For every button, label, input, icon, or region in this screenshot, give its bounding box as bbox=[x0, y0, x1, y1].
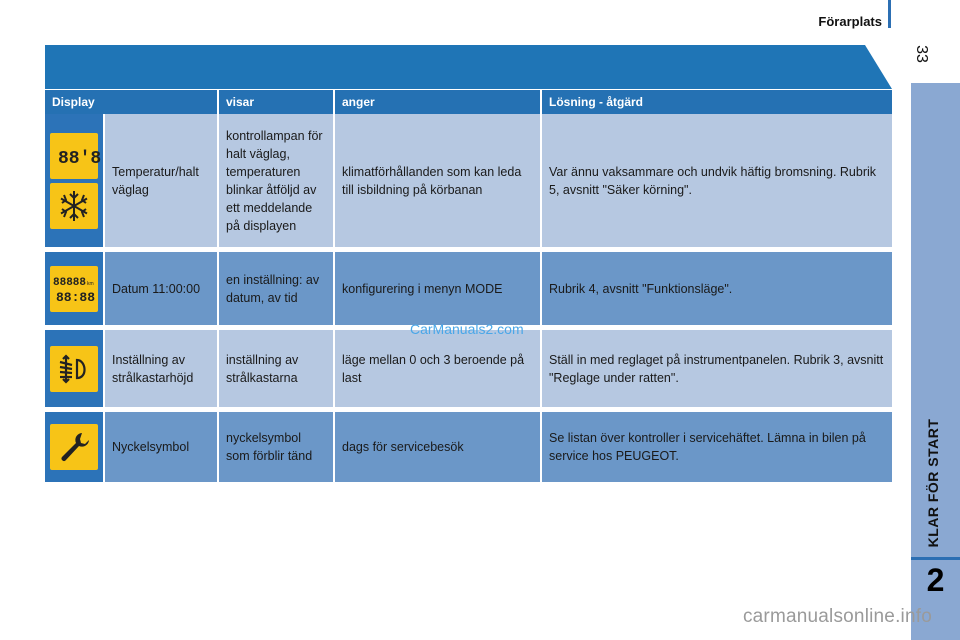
losning-cell: Var ännu vaksammare och undvik häftig bromsning. Rubrik 5, avsnitt "Säker körning". bbox=[542, 114, 892, 252]
header-rule bbox=[888, 0, 891, 28]
icon-cell bbox=[45, 114, 105, 252]
icon-cell bbox=[45, 330, 105, 412]
table-row bbox=[45, 330, 892, 412]
column-header-visar: visar bbox=[219, 90, 335, 114]
chapter-number: 2 bbox=[926, 562, 945, 598]
date-time-display-icon bbox=[50, 266, 98, 312]
display-cell: Datum 11:00:00 bbox=[105, 252, 219, 330]
visar-cell: kontrollampan för halt väglag, temperaturen blinkar åtföljd av ett meddelande på displayen bbox=[219, 114, 335, 252]
display-cell: Temperatur/halt väglag bbox=[105, 114, 219, 252]
section-title: Förarplats bbox=[818, 14, 882, 29]
page-number-text: 33 bbox=[913, 45, 930, 63]
icon-cell bbox=[45, 252, 105, 330]
headlamp-adjust-icon bbox=[50, 346, 98, 392]
visar-cell: nyckelsymbol som förblir tänd bbox=[219, 412, 335, 487]
temperature-display-icon bbox=[50, 133, 102, 179]
column-header-anger: anger bbox=[335, 90, 542, 114]
page-number bbox=[906, 44, 936, 64]
table-banner bbox=[45, 45, 892, 89]
display-messages-table bbox=[45, 90, 892, 487]
wrench-icon bbox=[50, 424, 98, 470]
column-header-losning: Lösning - åtgärd bbox=[542, 90, 892, 114]
anger-cell: dags för servicebesök bbox=[335, 412, 542, 487]
snowflake-icon bbox=[50, 183, 98, 229]
column-header-display: Display bbox=[45, 90, 219, 114]
table-row bbox=[45, 252, 892, 330]
table-row bbox=[45, 412, 892, 487]
anger-cell: klimatförhållanden som kan leda till isbildning på körbanan bbox=[335, 114, 542, 252]
watermark-carmanuals2: CarManuals2.com bbox=[410, 321, 524, 337]
table-row bbox=[45, 114, 892, 252]
table-header-row bbox=[45, 90, 892, 114]
chapter-title bbox=[914, 408, 952, 558]
svg-text:88888: 88888 bbox=[53, 276, 87, 289]
icon-cell bbox=[45, 412, 105, 487]
visar-cell: inställning av strålkastarna bbox=[219, 330, 335, 412]
display-cell: Inställning av strålkastarhöjd bbox=[105, 330, 219, 412]
svg-text:88'8: 88'8 bbox=[58, 148, 102, 169]
watermark-carmanualsonline: carmanualsonline.info bbox=[742, 606, 932, 627]
chapter-title-text: KLAR FÖR START bbox=[925, 418, 941, 548]
losning-cell: Rubrik 4, avsnitt "Funktionsläge". bbox=[542, 252, 892, 330]
svg-text:88:88: 88:88 bbox=[56, 289, 96, 305]
losning-cell: Se listan över kontroller i servicehäftet. Lämna in bilen på service hos PEUGEOT. bbox=[542, 412, 892, 487]
display-cell: Nyckelsymbol bbox=[105, 412, 219, 487]
anger-cell: läge mellan 0 och 3 beroende på last bbox=[335, 330, 542, 412]
anger-cell: konfigurering i menyn MODE bbox=[335, 252, 542, 330]
losning-cell: Ställ in med reglaget på instrumentpanelen. Rubrik 3, avsnitt "Reglage under ratten". bbox=[542, 330, 892, 412]
visar-cell: en inställning: av datum, av tid bbox=[219, 252, 335, 330]
svg-text:km: km bbox=[87, 280, 94, 287]
